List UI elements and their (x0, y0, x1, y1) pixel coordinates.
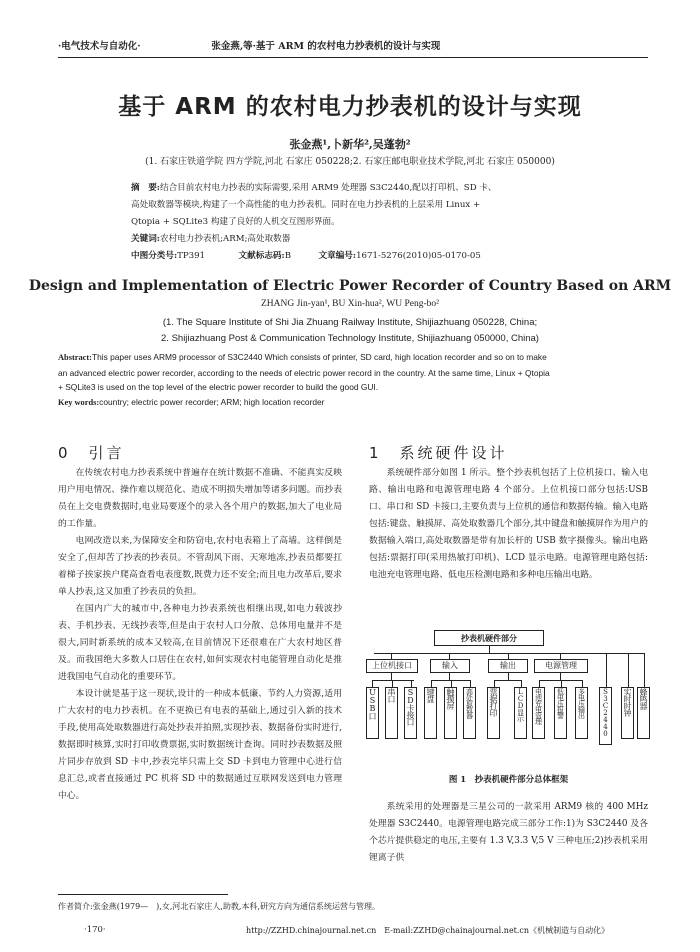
diagram-group-box: 电源管理 (534, 659, 588, 673)
diagram-leaf-box: 触摸屏 (444, 687, 457, 739)
authors-cn: 张金燕¹,卜新华²,吴蓬勃² (289, 138, 411, 151)
running-header (58, 38, 440, 52)
abstract-en-label: Abstract: (58, 353, 92, 362)
abstract-en-line: + SQLite3 is used on the top level of the electric power recorder to build the good GUI. (58, 382, 379, 392)
footnote-rule (58, 894, 228, 895)
diagram-group-box: 上位机接口 (366, 659, 418, 673)
diagram-leaf-box: 蜂鸣器 (637, 687, 650, 739)
connector (494, 680, 495, 687)
connector (372, 680, 414, 681)
connector (374, 653, 644, 654)
clc-value: TP391 (177, 251, 206, 261)
affiliation-en-line: (1. The Square Institute of Shi Jia Zhuang Railway Institute, Shijiazhuang 050228, China; (162, 317, 538, 328)
diagram-group-box: 输出 (488, 659, 528, 673)
paper-title-en: Design and Implementation of Electric Power Recorder of Country Based on ARM (28, 278, 672, 294)
clc-label: 中图分类号: (131, 251, 178, 261)
diagram-leaf-box: 票据打印 (487, 687, 500, 739)
connector (391, 673, 392, 680)
connector (560, 673, 561, 680)
connector (411, 680, 412, 687)
paragraph: 系统采用的处理器是三星公司的一款采用 ARM9 核的 400 MHz 处理器 S3C2440。电源管理电路完成三部分工作:1)为 S3C2440 及各个芯片提供稳定的电压,主要有 1.3 V,3.3 V,5 V 三种电压;2)抄表机采用锂离子供 (369, 802, 648, 863)
connector (451, 680, 452, 687)
diagram-leaf-box: 低电压报警 (554, 687, 567, 739)
connector (628, 653, 629, 687)
paragraph: 系统硬件部分如图 1 所示。整个抄表机包括了上位机接口、输入电路、输出电路和电源管理电路 4 个部分。上位机接口部分包括:USB 口、串口和 SD 卡接口,主要负责与上位机的通信和数据传输。输入电路包括:键盘、触摸屏、高处取数器几个部分,其中键盘和触摸屏作为用户的数据输入端口,高处取数器是带有加长杆的 USB 数字摄像头。输出电路包括:票据打印(采用热敏打印机)、LCD 显示电路。电源管理电路包括:电池充电管理电路、低电压检测电路和多种电压输出电路。 (369, 468, 648, 580)
paragraph: 在国内广大的城市中,各种电力抄表系统也相继出现,如电力载波抄表、手机抄表、无线抄表等,但是由于农村人口分散、总体用电量并不是很大,同时新系统的成本又较高,在目前情况下还很难在广大农村地区普及。而我国绝大多数人口居住在农村,如何实现农村电能管理自动化是推进我国电气自动化的重要环节。 (58, 604, 342, 682)
hardware-body-top (369, 465, 648, 584)
connector (561, 680, 562, 687)
article-no-value: 1671-5276(2010)05-0170-05 (356, 251, 481, 261)
connector (521, 680, 522, 687)
affiliation-en-line: 2. Shijiazhuang Post & Communication Technology Institute, Shijiazhuang 050000, China) (161, 333, 539, 344)
affiliation-cn: (1. 石家庄铁道学院 四方学院,河北 石家庄 050228;2. 石家庄邮电职业技术学院,河北 石家庄 050000) (145, 157, 555, 167)
journal-section: ·电气技术与自动化· (58, 41, 141, 52)
diagram-leaf-box: 串口 (385, 687, 398, 739)
connector (431, 680, 432, 687)
introduction-body (58, 465, 342, 805)
diagram-leaf-box: SD卡接口 (404, 687, 417, 739)
abstract-en (58, 350, 648, 410)
keywords-en: country; electric power recorder; ARM; high location recorder (99, 396, 325, 407)
connector (644, 653, 645, 687)
hardware-block-diagram (366, 630, 652, 768)
connector (470, 680, 471, 687)
header-rule (58, 57, 648, 58)
doc-code-label: 文献标志码: (238, 251, 285, 261)
article-no-label: 文章编号: (318, 251, 357, 261)
abstract-cn-label: 摘 要: (131, 183, 160, 193)
diagram-leaf-box: 键盘 (424, 687, 437, 739)
running-title: 张金燕,等·基于 ARM 的农村电力抄表机的设计与实现 (211, 41, 441, 52)
abstract-cn-line: 高处取数器等模块,构建了一个高性能的电力抄表机。同时在电力抄表机的上层采用 Linux + (131, 200, 481, 210)
hardware-body-bottom (369, 799, 648, 867)
abstract-cn-line: Qtopia + SQLite3 构建了良好的人机交互图形界面。 (131, 217, 340, 227)
diagram-leaf-box: 高处取数器 (463, 687, 476, 739)
paragraph: 电网改造以来,为保障安全和防窃电,农村电表箱上了高墙。这样倒是安全了,但却苦了抄表的抄表员。不管刮风下雨、天寒地冻,抄表员都要扛着梯子挨家挨户爬高查看电表度数,既费力还不安全;而且电力改革后,要求单人抄表,这又加重了抄表员的负担。 (58, 536, 342, 597)
diagram-leaf-box: 电池充电管理 (532, 687, 545, 739)
section-heading-introduction: 0 引言 (58, 444, 125, 462)
diagram-leaf-box: LCD显示 (514, 687, 527, 739)
connector (606, 653, 607, 687)
keywords-cn: 农村电力抄表机;ARM;高处取数器 (159, 234, 291, 244)
figure-caption: 图 1 抄表机硬件部分总体框架 (448, 775, 569, 785)
connector (508, 673, 509, 680)
abstract-cn-line: 结合目前农村电力抄表的实际需要,采用 ARM9 处理器 S3C2440,配以打印机、SD 卡、 (159, 183, 497, 193)
diagram-leaf-box: USB口 (366, 687, 379, 739)
paragraph: 在传统农村电力抄表系统中普遍存在统计数据不准确、不能真实反映用户用电情况、操作难以规范化、造成不明损失增加等诸多问题。而抄表员在上交电费数据时,电业局要逐个的录入各个用户的数据,加大了电业局的工作量。 (58, 468, 342, 529)
paragraph: 本设计就是基于这一现状,设计的一种成本低廉、节约人力资源,适用广大农村的电力抄表机。在不更换已有电表的基础上,通过引入新的技术手段,使用高处取数器进行高处抄表并拍照,实现抄表、数据备份实时进行,数据即时核算,实时打印收费票据,实时数据统计查询。同时抄表数据及照片同步存放到 SD 卡中,抄表完毕只需上交 SD 卡到电力管理中心进行信息汇总,或者直接通过 PC 机将 SD 中的数据通过互联网发送到电力管理中心。 (58, 689, 342, 801)
connector (539, 680, 540, 687)
doc-code-value: B (284, 251, 292, 261)
diagram-root-box: 抄表机硬件部分 (434, 630, 544, 646)
abstract-en-line: This paper uses ARM9 processor of S3C2440 Which consists of printer, SD card, high location recorder and so on to make (91, 352, 547, 362)
connector (494, 680, 522, 681)
abstract-cn (131, 180, 576, 265)
diagram-leaf-box: 实时时钟 (621, 687, 634, 739)
diagram-leaf-box: 多电压输出 (575, 687, 588, 739)
connector (449, 673, 450, 680)
connector (392, 680, 393, 687)
classification-row (131, 248, 576, 265)
footer-url: http://ZZHD.chinajournal.net.cn E-mail:ZZHD@chainajournal.net.cn《机械制造与自动化》 (246, 926, 610, 935)
connector (489, 646, 490, 653)
keywords-en-label: Key words: (58, 397, 100, 407)
connector (582, 680, 583, 687)
abstract-en-line: an advanced electric power recorder, according to the needs of electric power record in the country. At the same time, Linux + Qtopia (58, 367, 550, 378)
keywords-cn-label: 关键词: (131, 234, 160, 244)
diagram-leaf-box: S3C2440 (599, 687, 612, 745)
page-number: ·170· (84, 925, 106, 935)
authors-en: ZHANG Jin-yan¹, BU Xin-hua², WU Peng-bo² (260, 299, 440, 309)
diagram-group-box: 输入 (430, 659, 470, 673)
connector (372, 680, 373, 687)
paper-title-cn: 基于 ARM 的农村电力抄表机的设计与实现 (118, 94, 582, 120)
author-footnote: 作者简介:张金燕(1979— ),女,河北石家庄人,助教,本科,研究方向为通信系统运营与管理。 (58, 902, 381, 911)
section-heading-hardware: 1 系统硬件设计 (369, 444, 508, 462)
